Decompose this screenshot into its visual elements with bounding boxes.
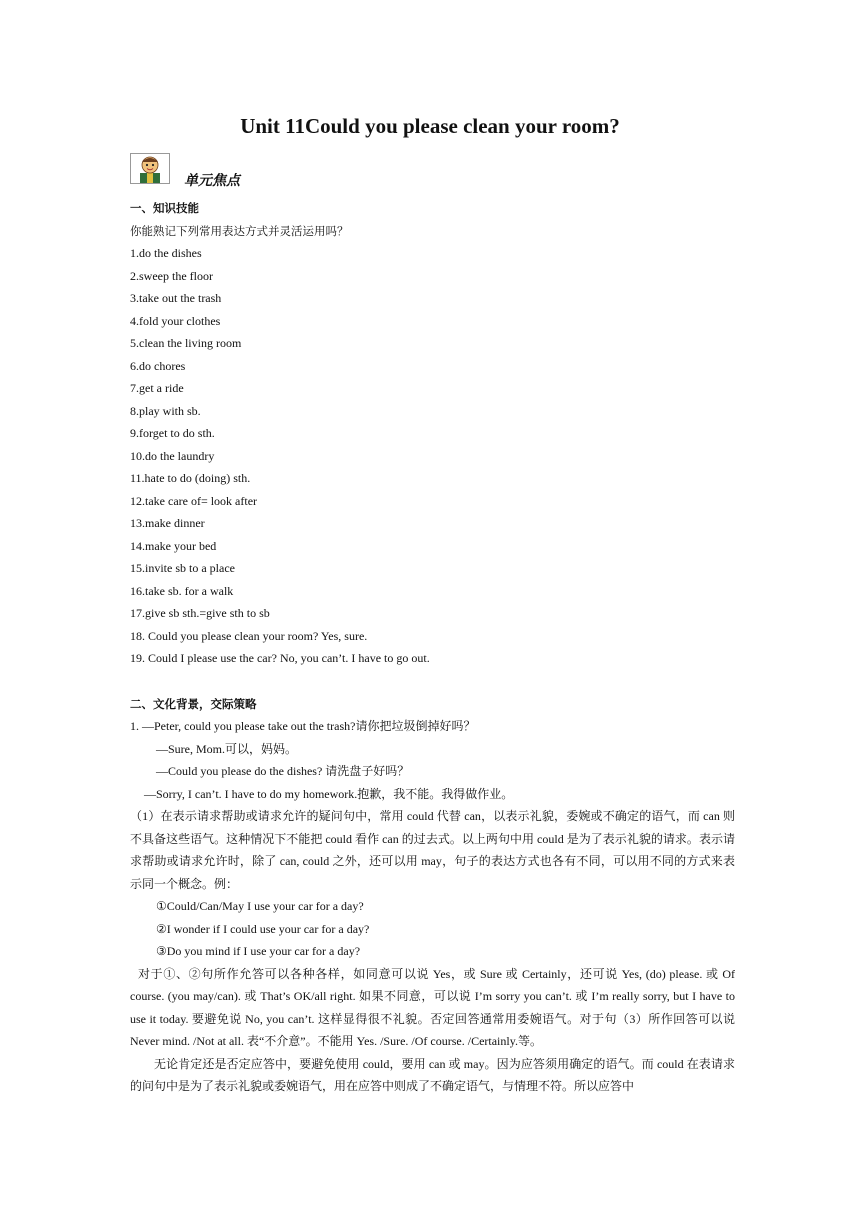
cartoon-avatar-icon — [130, 153, 170, 184]
dialogue-line: 1. —Peter, could you please take out the trash?请你把垃圾倒掉好吗？ — [130, 719, 476, 733]
list-item: 9.forget to do sth. — [130, 426, 215, 440]
list-item: 5.clean the living room — [130, 336, 242, 350]
list-item: 12.take care of= look after — [130, 493, 258, 508]
explanation-paragraph: （1）在表示请求帮助或请求允许的疑问句中，常用 could 代替 can，以表示礼貌，委婉或不确定的语气，而 can 则不具备这些语气。这种情况下不能把 could 看作 can 的过去式。以上两句中用 could 是为了表示礼貌的请求。表示请求帮助或请求允许时，除了 can, could 之外，还可以用 may，句子的表达方式也各有不同，可以用不同的方式来表示同一个概念。例： — [130, 809, 735, 891]
list-item: 1.do the dishes — [130, 246, 202, 260]
list-item: 8.play with sb. — [130, 403, 201, 418]
list-item: 10.do the laundry — [130, 448, 215, 463]
explanation-paragraph: 无论肯定还是否定应答中，要避免使用 could，要用 can 或 may。因为应答须用确定的语气。而 could 在表请求的问句中是为了表示礼貌或委婉语气，用在应答中则成了不确定语气，与情理不符。所以应答中 — [130, 1056, 735, 1093]
example-sentence: ②I wonder if I could use your car for a day? — [156, 921, 370, 936]
example-sentence: ③Do you mind if I use your car for a day? — [156, 944, 361, 958]
list-item: 15.invite sb to a place — [130, 561, 235, 575]
explanation-paragraph: 对于①、②句所作允答可以各种各样，如同意可以说 Yes，或 Sure 或 Certainly，还可说 Yes, (do) please. 或 Of course. (you may/can). 或 That’s OK/all right. 如果不同意，可以说 I’m sorry you can’t. 或 I’m really sorry, but I have to use it today. 要避免说 No, you can’t. 这样显得很不礼貌。否定回答通常用委婉语气。对于句（3）所作回答可以说 Never mind. /Not at all. 表“不介意”。不能用 Yes. /Sure. /Of course. /Certainly.等。 — [130, 966, 735, 1048]
dialogue-line: —Could you please do the dishes? 请洗盘子好吗？ — [156, 764, 410, 778]
page-title: Unit 11Could you please clean your room? — [240, 114, 620, 138]
dialogue-line: —Sorry, I can’t. I have to do my homework.抱歉，我不能。我得做作业。 — [144, 786, 514, 801]
list-item: 4.fold your clothes — [130, 313, 221, 328]
example-sentence: ①Could/Can/May I use your car for a day? — [156, 899, 364, 913]
list-item: 3.take out the trash — [130, 291, 222, 305]
list-item: 2.sweep the floor — [130, 268, 213, 283]
document-body — [130, 197, 735, 1098]
phrase-list — [130, 242, 735, 670]
section-heading: 一、知识技能 — [130, 201, 199, 215]
unit-focus-label: 单元焦点 — [184, 173, 240, 189]
list-item: 16.take sb. for a walk — [130, 583, 234, 598]
list-item: 18. Could you please clean your room? Yes, sure. — [130, 628, 368, 643]
list-item: 17.give sb sth.=give sth to sb — [130, 606, 270, 620]
list-item: 11.hate to do (doing) sth. — [130, 471, 251, 485]
list-item: 6.do chores — [130, 358, 186, 373]
list-item: 7.get a ride — [130, 381, 184, 395]
list-item: 14.make your bed — [130, 538, 217, 553]
section-heading: 二、文化背景，交际策略 — [130, 696, 257, 711]
list-item: 13.make dinner — [130, 516, 205, 530]
list-item: 19. Could I please use the car? No, you can’t. I have to go out. — [130, 651, 430, 665]
dialogue-line: —Sure, Mom.可以，妈妈。 — [156, 741, 298, 756]
section-intro: 你能熟记下列常用表达方式并灵活运用吗？ — [130, 223, 349, 238]
